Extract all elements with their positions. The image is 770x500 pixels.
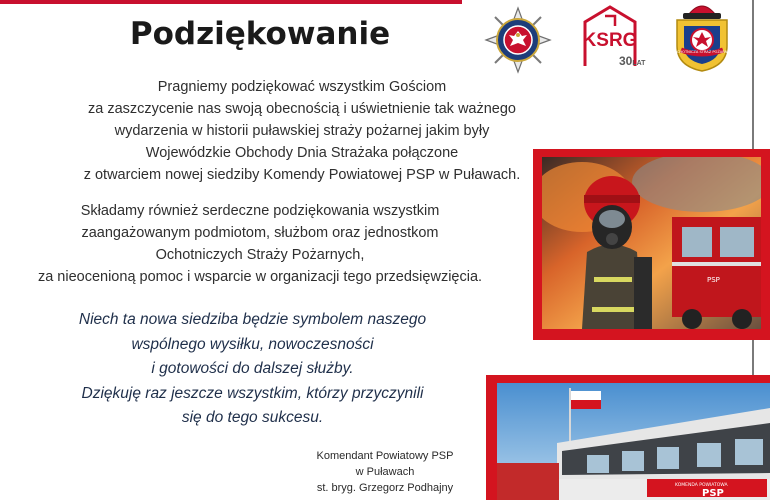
- text-line: za nieocenioną pomoc i wsparcie w organizacji tego przedsięwzięcia.: [37, 269, 483, 285]
- ksrg-years: [619, 54, 645, 68]
- ksrg-logo-icon: [575, 4, 645, 76]
- signature-line: st. bryg. Grzegorz Podhajny: [316, 482, 454, 494]
- ksrg-label: KSRG: [582, 30, 638, 51]
- support-paragraph: [0, 200, 520, 288]
- text-line: Pragniemy podziękować wszystkim Gościom: [157, 79, 447, 95]
- signature-block: [290, 448, 480, 496]
- closing-italic-paragraph: [30, 308, 475, 431]
- osp-emblem-icon: [669, 0, 735, 72]
- text-line: się do tego sukcesu.: [181, 409, 324, 426]
- ksrg-lat: LAT: [632, 60, 646, 67]
- firefighter-photo: [542, 157, 761, 329]
- building-sign-small: KOMENDA POWIATOWA: [675, 483, 728, 488]
- signature-line: Komendant Powiatowy PSP: [316, 450, 454, 462]
- building-sign: PSP: [702, 488, 724, 499]
- signature-line: w Puławach: [355, 466, 415, 478]
- svg-text:OCHOTNICZA STRAŻ POŻARNA: OCHOTNICZA STRAŻ POŻARNA: [674, 50, 730, 54]
- top-accent-bar: [0, 0, 462, 4]
- ksrg-years-number: 30: [619, 54, 633, 68]
- thanks-paragraph: [0, 76, 604, 186]
- text-line: Składamy również serdeczne podziękowania wszystkim: [80, 203, 440, 219]
- truck-label: PSP: [707, 276, 720, 284]
- text-line: wspólnego wysiłku, nowoczesności: [131, 335, 374, 353]
- text-line: wydarzenia w historii puławskiej straży pożarnej jakim były: [114, 123, 490, 139]
- text-line: zaangażowanym podmiotom, służbom oraz jednostkom: [81, 225, 439, 241]
- text-line: Niech ta nowa siedziba będzie symbolem naszego: [78, 311, 427, 328]
- fire-station-photo: [497, 383, 770, 500]
- text-line: i gotowości do dalszej służby.: [151, 360, 354, 377]
- page-title: Podziękowanie: [129, 16, 391, 52]
- psp-emblem-icon: [483, 5, 553, 75]
- text-line: Ochotniczych Straży Pożarnych,: [155, 247, 365, 263]
- text-line: Wojewódzkie Obchody Dnia Strażaka połączone: [145, 145, 459, 161]
- text-line: za zaszczycenie nas swoją obecnością i uświetnienie tak ważnego: [88, 101, 516, 117]
- text-line: Dziękuję raz jeszcze wszystkim, którzy przyczynili: [81, 384, 424, 402]
- text-line: z otwarciem nowej siedziby Komendy Powiatowej PSP w Puławach.: [83, 167, 521, 183]
